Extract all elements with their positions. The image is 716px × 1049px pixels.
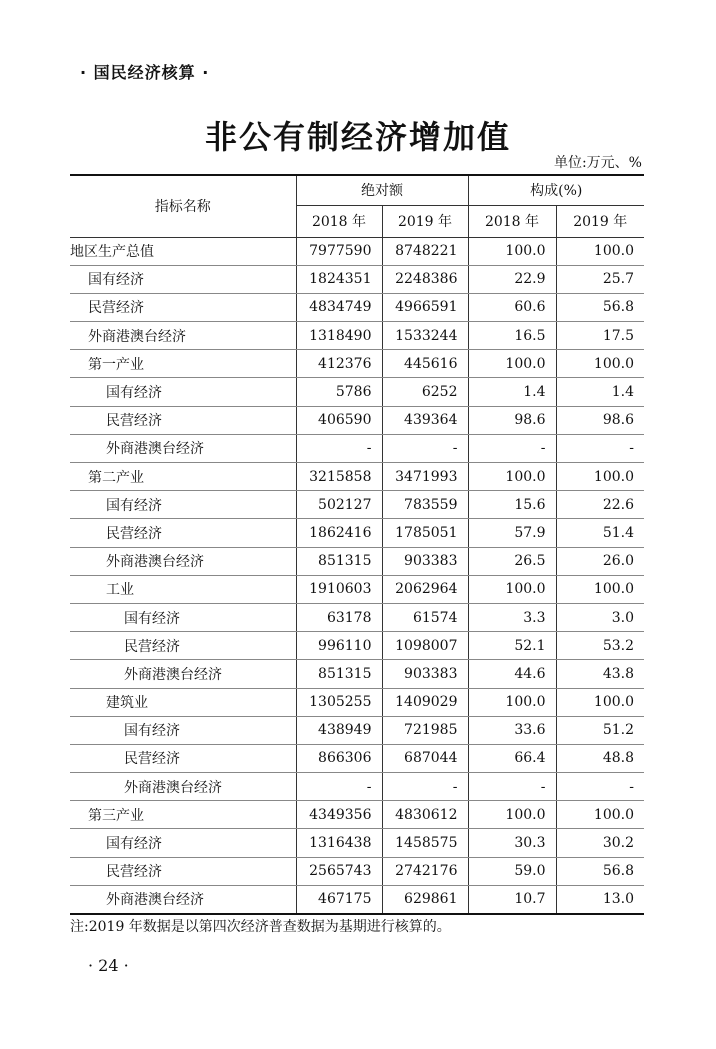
table-row xyxy=(70,660,644,688)
table-row xyxy=(70,885,644,913)
value-cell: 1785051 xyxy=(382,519,468,547)
table-row xyxy=(70,829,644,857)
value-cell: 13.0 xyxy=(556,885,644,913)
value-cell: - xyxy=(382,773,468,801)
value-cell: 100.0 xyxy=(468,237,556,265)
value-cell: 1533244 xyxy=(382,322,468,350)
value-cell: 467175 xyxy=(296,885,382,913)
value-cell: 4834749 xyxy=(296,293,382,321)
value-cell: 98.6 xyxy=(468,406,556,434)
value-cell: 56.8 xyxy=(556,857,644,885)
value-cell: 16.5 xyxy=(468,322,556,350)
value-cell: - xyxy=(382,434,468,462)
value-cell: 1316438 xyxy=(296,829,382,857)
column-group-absolute: 绝对额 xyxy=(296,175,468,205)
value-cell: 57.9 xyxy=(468,519,556,547)
value-cell: 100.0 xyxy=(556,237,644,265)
value-cell: 439364 xyxy=(382,406,468,434)
row-label: 国有经济 xyxy=(70,378,296,406)
table-row xyxy=(70,575,644,603)
table-row xyxy=(70,801,644,829)
table-row xyxy=(70,603,644,631)
table-row xyxy=(70,406,644,434)
row-label: 第二产业 xyxy=(70,463,296,491)
value-cell: 866306 xyxy=(296,744,382,772)
year-header: 2019 年 xyxy=(382,205,468,237)
row-label: 外商港澳台经济 xyxy=(70,434,296,462)
table-row xyxy=(70,519,644,547)
value-cell: 851315 xyxy=(296,660,382,688)
value-cell: 4966591 xyxy=(382,293,468,321)
value-cell: - xyxy=(556,434,644,462)
value-cell: - xyxy=(296,773,382,801)
value-cell: 63178 xyxy=(296,603,382,631)
value-cell: 2742176 xyxy=(382,857,468,885)
value-cell: 851315 xyxy=(296,547,382,575)
row-label: 外商港澳台经济 xyxy=(70,660,296,688)
value-cell: 2565743 xyxy=(296,857,382,885)
table-row xyxy=(70,688,644,716)
value-cell: 1409029 xyxy=(382,688,468,716)
value-cell: 1318490 xyxy=(296,322,382,350)
value-cell: 43.8 xyxy=(556,660,644,688)
value-cell: 51.4 xyxy=(556,519,644,547)
row-label: 国有经济 xyxy=(70,491,296,519)
value-cell: 26.5 xyxy=(468,547,556,575)
table-row xyxy=(70,632,644,660)
value-cell: 30.3 xyxy=(468,829,556,857)
row-label: 民营经济 xyxy=(70,293,296,321)
value-cell: 6252 xyxy=(382,378,468,406)
value-cell: 100.0 xyxy=(556,463,644,491)
section-label: · 国民经济核算 · xyxy=(80,63,210,82)
value-cell: 100.0 xyxy=(468,575,556,603)
value-cell: 30.2 xyxy=(556,829,644,857)
row-label: 第三产业 xyxy=(70,801,296,829)
value-cell: 25.7 xyxy=(556,265,644,293)
row-label: 民营经济 xyxy=(70,632,296,660)
value-cell: 406590 xyxy=(296,406,382,434)
column-header-name: 指标名称 xyxy=(70,175,296,237)
value-cell: 48.8 xyxy=(556,744,644,772)
value-cell: 412376 xyxy=(296,350,382,378)
value-cell: 438949 xyxy=(296,716,382,744)
value-cell: 1910603 xyxy=(296,575,382,603)
value-cell: 22.6 xyxy=(556,491,644,519)
table-row xyxy=(70,547,644,575)
value-cell: 687044 xyxy=(382,744,468,772)
value-cell: 100.0 xyxy=(468,688,556,716)
value-cell: 903383 xyxy=(382,547,468,575)
table-row xyxy=(70,378,644,406)
row-label: 民营经济 xyxy=(70,744,296,772)
page-title: 非公有制经济增加值 xyxy=(204,118,511,156)
value-cell: 100.0 xyxy=(468,350,556,378)
value-cell: 8748221 xyxy=(382,237,468,265)
value-cell: 100.0 xyxy=(468,463,556,491)
table-row xyxy=(70,773,644,801)
value-cell: 15.6 xyxy=(468,491,556,519)
row-label: 民营经济 xyxy=(70,519,296,547)
value-cell: 1098007 xyxy=(382,632,468,660)
year-header: 2018 年 xyxy=(296,205,382,237)
value-cell: 52.1 xyxy=(468,632,556,660)
value-cell: 100.0 xyxy=(556,801,644,829)
value-cell: 783559 xyxy=(382,491,468,519)
year-header: 2018 年 xyxy=(468,205,556,237)
value-cell: 7977590 xyxy=(296,237,382,265)
table-body xyxy=(70,237,644,914)
row-label: 外商港澳台经济 xyxy=(70,547,296,575)
row-label: 建筑业 xyxy=(70,688,296,716)
value-cell: 1.4 xyxy=(468,378,556,406)
table-row xyxy=(70,491,644,519)
value-cell: 2062964 xyxy=(382,575,468,603)
table-row xyxy=(70,322,644,350)
row-label: 第一产业 xyxy=(70,350,296,378)
table-row xyxy=(70,857,644,885)
value-cell: 100.0 xyxy=(468,801,556,829)
row-label: 国有经济 xyxy=(70,265,296,293)
value-cell: 10.7 xyxy=(468,885,556,913)
row-label: 民营经济 xyxy=(70,406,296,434)
page-number: · 24 · xyxy=(88,956,129,975)
value-cell: - xyxy=(468,773,556,801)
value-cell: - xyxy=(556,773,644,801)
value-cell: 5786 xyxy=(296,378,382,406)
table-row xyxy=(70,350,644,378)
value-cell: 4349356 xyxy=(296,801,382,829)
value-cell: 1305255 xyxy=(296,688,382,716)
row-label: 国有经济 xyxy=(70,603,296,631)
value-cell: 100.0 xyxy=(556,350,644,378)
value-cell: 1458575 xyxy=(382,829,468,857)
table-row xyxy=(70,716,644,744)
value-cell: - xyxy=(468,434,556,462)
row-label: 国有经济 xyxy=(70,716,296,744)
value-cell: - xyxy=(296,434,382,462)
value-cell: 66.4 xyxy=(468,744,556,772)
value-cell: 60.6 xyxy=(468,293,556,321)
row-label: 民营经济 xyxy=(70,857,296,885)
value-cell: 100.0 xyxy=(556,575,644,603)
value-cell: 53.2 xyxy=(556,632,644,660)
value-cell: 721985 xyxy=(382,716,468,744)
value-cell: 1824351 xyxy=(296,265,382,293)
footnote: 注:2019 年数据是以第四次经济普查数据为基期进行核算的。 xyxy=(70,919,451,935)
value-cell: 1.4 xyxy=(556,378,644,406)
value-cell: 2248386 xyxy=(382,265,468,293)
value-cell: 26.0 xyxy=(556,547,644,575)
table-row xyxy=(70,463,644,491)
row-label: 地区生产总值 xyxy=(70,237,296,265)
unit-label: 单位:万元、% xyxy=(553,155,642,171)
row-label: 国有经济 xyxy=(70,829,296,857)
row-label: 外商港澳台经济 xyxy=(70,773,296,801)
value-cell: 3215858 xyxy=(296,463,382,491)
year-header: 2019 年 xyxy=(556,205,644,237)
table-row xyxy=(70,265,644,293)
value-cell: 3.0 xyxy=(556,603,644,631)
column-group-composition: 构成(%) xyxy=(468,175,644,205)
value-cell: 996110 xyxy=(296,632,382,660)
value-cell: 3.3 xyxy=(468,603,556,631)
value-cell: 44.6 xyxy=(468,660,556,688)
table-row xyxy=(70,744,644,772)
table-row xyxy=(70,293,644,321)
value-cell: 22.9 xyxy=(468,265,556,293)
value-cell: 33.6 xyxy=(468,716,556,744)
value-cell: 17.5 xyxy=(556,322,644,350)
value-cell: 445616 xyxy=(382,350,468,378)
value-cell: 629861 xyxy=(382,885,468,913)
table-row xyxy=(70,237,644,265)
row-label: 外商港澳台经济 xyxy=(70,885,296,913)
value-cell: 3471993 xyxy=(382,463,468,491)
row-label: 外商港澳台经济 xyxy=(70,322,296,350)
value-cell: 4830612 xyxy=(382,801,468,829)
value-cell: 59.0 xyxy=(468,857,556,885)
value-cell: 100.0 xyxy=(556,688,644,716)
value-cell: 51.2 xyxy=(556,716,644,744)
value-cell: 61574 xyxy=(382,603,468,631)
value-cell: 1862416 xyxy=(296,519,382,547)
value-cell: 502127 xyxy=(296,491,382,519)
value-cell: 98.6 xyxy=(556,406,644,434)
value-cell: 903383 xyxy=(382,660,468,688)
value-cell: 56.8 xyxy=(556,293,644,321)
row-label: 工业 xyxy=(70,575,296,603)
data-table xyxy=(70,174,644,915)
table-row xyxy=(70,434,644,462)
